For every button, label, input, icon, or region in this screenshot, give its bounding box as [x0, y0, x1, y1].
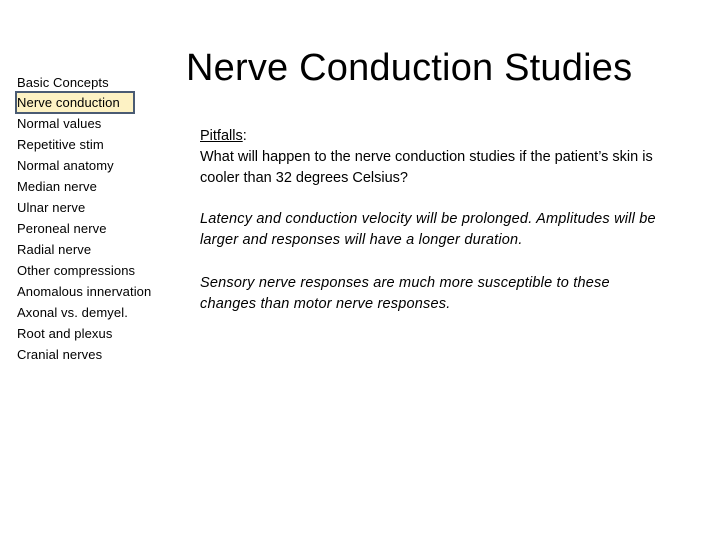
pitfalls-question	[200, 126, 660, 189]
sidebar-item-other-compressions[interactable]: Other compressions	[17, 263, 136, 278]
sidebar-item-normal-anatomy[interactable]: Normal anatomy	[17, 158, 114, 173]
sidebar-item-peroneal-nerve[interactable]: Peroneal nerve	[17, 221, 107, 236]
sidebar-item-repetitive-stim[interactable]: Repetitive stim	[17, 137, 104, 152]
answer-paragraph-1: Latency and conduction velocity will be prolonged. Amplitudes will be larger and responses will have a longer duration.	[200, 211, 656, 248]
question-text: What will happen to the nerve conduction studies if the patient’s skin is cooler than 32 degrees Celsius?	[200, 149, 653, 186]
slide-title: Nerve Conduction Studies	[186, 47, 633, 89]
pitfalls-colon: :	[242, 128, 247, 144]
sidebar-nav	[17, 74, 177, 365]
sidebar-item-basic-concepts[interactable]: Basic Concepts	[17, 75, 109, 90]
sidebar-item-normal-values[interactable]: Normal values	[17, 116, 102, 131]
sidebar-item-radial-nerve[interactable]: Radial nerve	[17, 242, 92, 257]
slide-content	[200, 126, 660, 337]
sidebar-item-median-nerve[interactable]: Median nerve	[17, 179, 97, 194]
answer-paragraph-2: Sensory nerve responses are much more susceptible to these changes than motor nerve responses.	[200, 275, 610, 312]
sidebar-item-ulnar-nerve[interactable]: Ulnar nerve	[17, 200, 86, 215]
pitfalls-label: Pitfalls	[200, 128, 243, 144]
sidebar-item-root-and-plexus[interactable]: Root and plexus	[17, 326, 113, 341]
sidebar-item-axonal-vs-demyel[interactable]: Axonal vs. demyel.	[17, 305, 128, 320]
sidebar-item-cranial-nerves[interactable]: Cranial nerves	[17, 347, 103, 362]
sidebar-item-nerve-conduction[interactable]: Nerve conduction	[16, 92, 134, 113]
sidebar-item-anomalous-innervation[interactable]: Anomalous innervation	[17, 284, 152, 299]
